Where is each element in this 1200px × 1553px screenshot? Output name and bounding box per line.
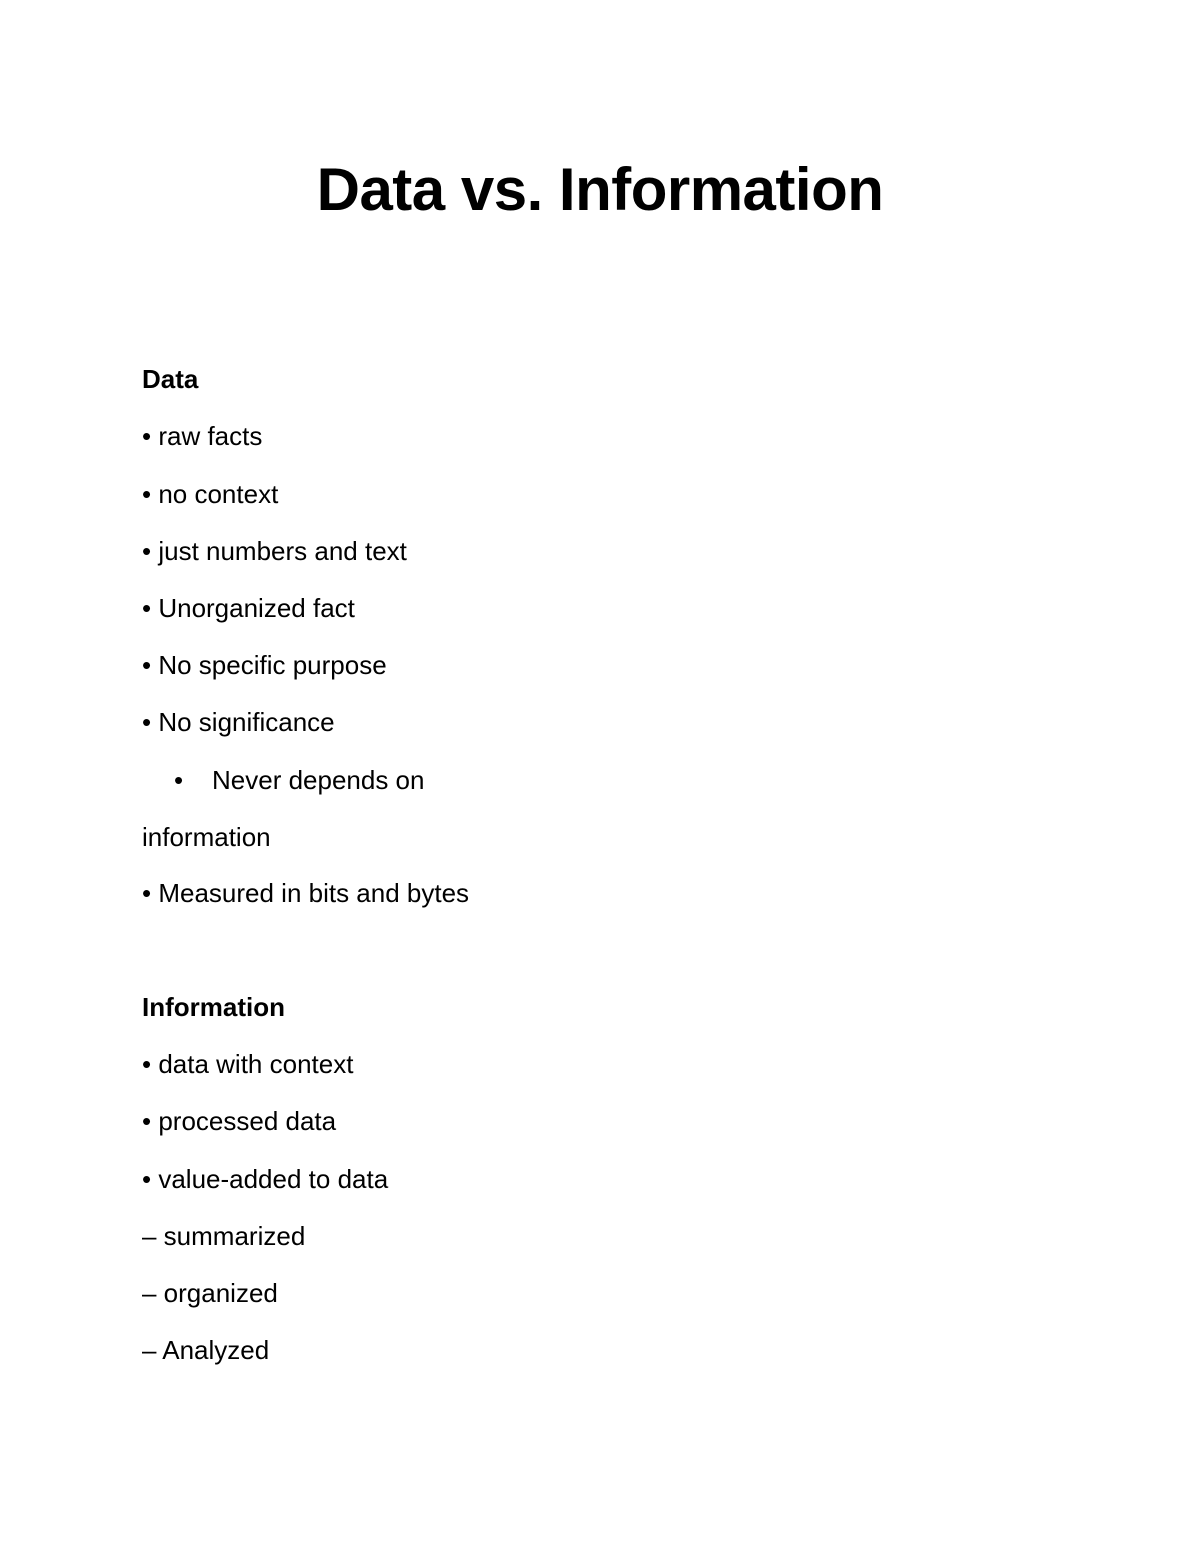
data-list-item: • Measured in bits and bytes	[142, 878, 470, 908]
information-list-item: • value-added to data	[142, 1164, 389, 1194]
data-list-item: • No significance	[142, 707, 335, 737]
information-list-item: – organized	[142, 1278, 278, 1308]
data-list-item: • no context	[142, 479, 279, 509]
data-continuation-text: information	[142, 822, 271, 852]
data-list-item: • raw facts	[142, 421, 263, 451]
data-list-item: • No specific purpose	[142, 650, 387, 680]
data-list-item: • Unorganized fact	[142, 593, 355, 623]
information-list-item: • data with context	[142, 1049, 354, 1079]
data-list-item: • just numbers and text	[142, 536, 407, 566]
information-list-item: – summarized	[142, 1221, 306, 1251]
sub-bullet-text: Never depends on	[212, 765, 425, 795]
information-heading: Information	[142, 992, 285, 1022]
data-sub-bullet	[174, 763, 424, 797]
information-list-item: – Analyzed	[142, 1335, 270, 1365]
page-title: Data vs. Information	[316, 156, 884, 223]
sub-bullet-marker: •	[174, 765, 184, 795]
information-list-item: • processed data	[142, 1106, 337, 1136]
data-heading: Data	[142, 364, 199, 394]
